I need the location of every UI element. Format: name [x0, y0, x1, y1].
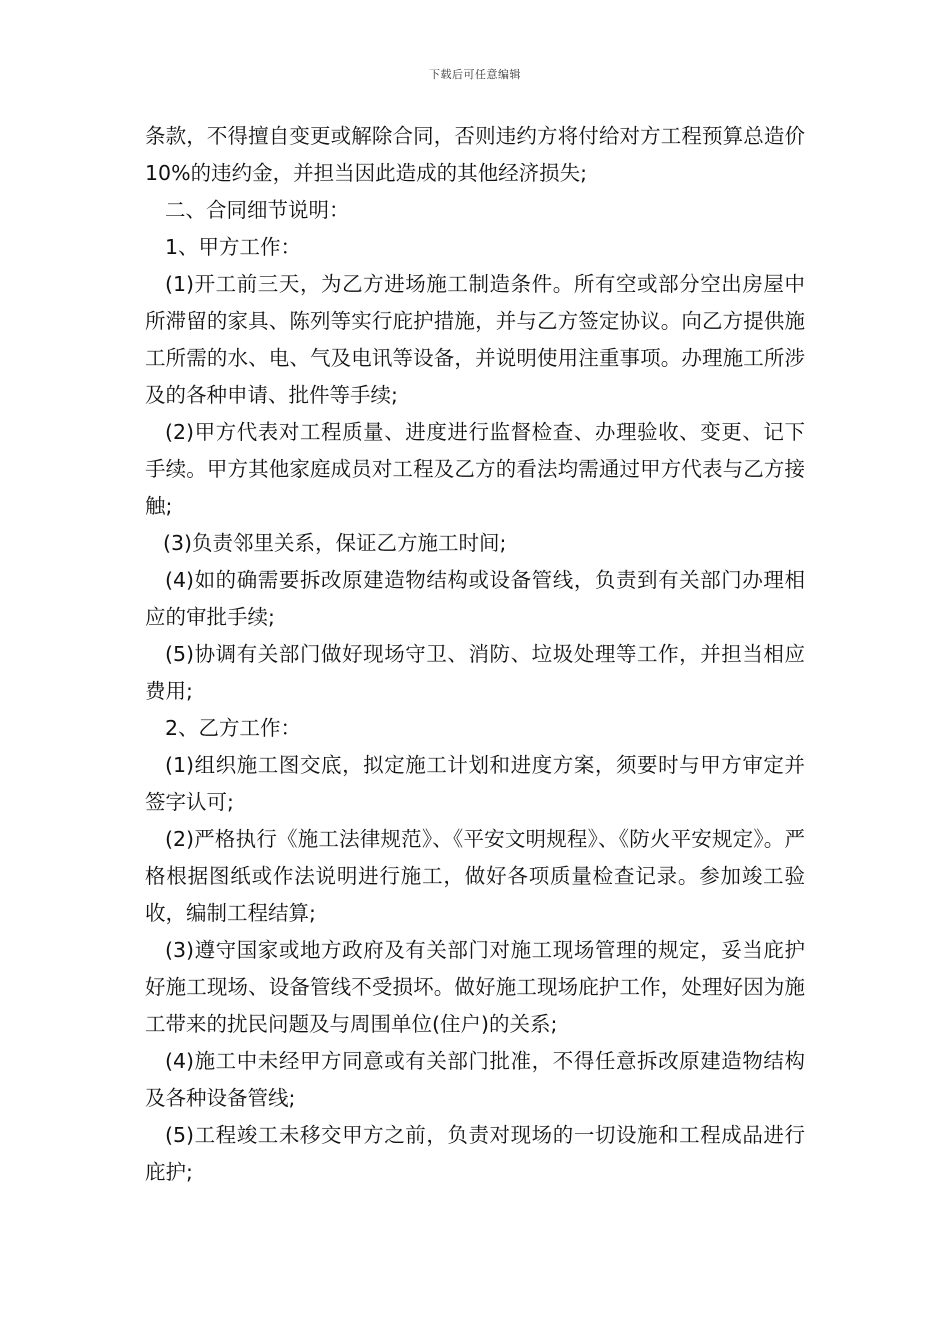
party-b-item-1: (1)组织施工图交底，拟定施工计划和进度方案，须要时与甲方审定并签字认可;: [145, 753, 805, 814]
paragraph-clause-continuation: 条款，不得擅自变更或解除合同，否则违约方将付给对方工程预算总造价 10%的违约金，并担当因此造成的其他经济损失;: [145, 124, 805, 185]
party-a-item-3: (3)负责邻里关系，保证乙方施工时间;: [163, 531, 507, 555]
document-body: [145, 118, 805, 1191]
subsection-heading-party-b: 2、乙方工作：: [165, 716, 302, 740]
party-a-item-1: (1)开工前三天，为乙方进场施工制造条件。所有空或部分空出房屋中所滞留的家具、陈列等实行庇护措施，并与乙方签定协议。向乙方提供施工所需的水、电、气及电讯等设备，并说明使用注重事项。办理施工所涉及的各种申请、批件等手续;: [145, 272, 805, 407]
party-a-item-2: (2)甲方代表对工程质量、进度进行监督检查、办理验收、变更、记下手续。甲方其他家庭成员对工程及乙方的看法均需通过甲方代表与乙方接触;: [145, 420, 805, 518]
subsection-heading-party-a: 1、甲方工作：: [165, 235, 302, 259]
party-b-item-3: (3)遵守国家或地方政府及有关部门对施工现场管理的规定，妥当庇护好施工现场、设备管线不受损坏。做好施工现场庇护工作，处理好因为施工带来的扰民问题及与周围单位(住户)的关系;: [145, 938, 805, 1036]
party-a-item-5: (5)协调有关部门做好现场守卫、消防、垃圾处理等工作，并担当相应费用;: [145, 642, 805, 703]
party-b-item-4: (4)施工中未经甲方同意或有关部门批准，不得任意拆改原建造物结构及各种设备管线;: [145, 1049, 805, 1110]
party-b-item-5: (5)工程竣工未移交甲方之前，负责对现场的一切设施和工程成品进行庇护;: [145, 1123, 805, 1184]
party-a-item-4: (4)如的确需要拆改原建造物结构或设备管线，负责到有关部门办理相应的审批手续;: [145, 568, 805, 629]
page-header: 下载后可任意编辑: [429, 68, 521, 81]
party-b-item-2: (2)严格执行《施工法律规范》、《平安文明规程》、《防火平安规定》。严格根据图纸或作法说明进行施工，做好各项质量检查记录。参加竣工验收，编制工程结算;: [145, 827, 805, 925]
section-heading-contract-details: 二、合同细节说明：: [165, 198, 350, 222]
